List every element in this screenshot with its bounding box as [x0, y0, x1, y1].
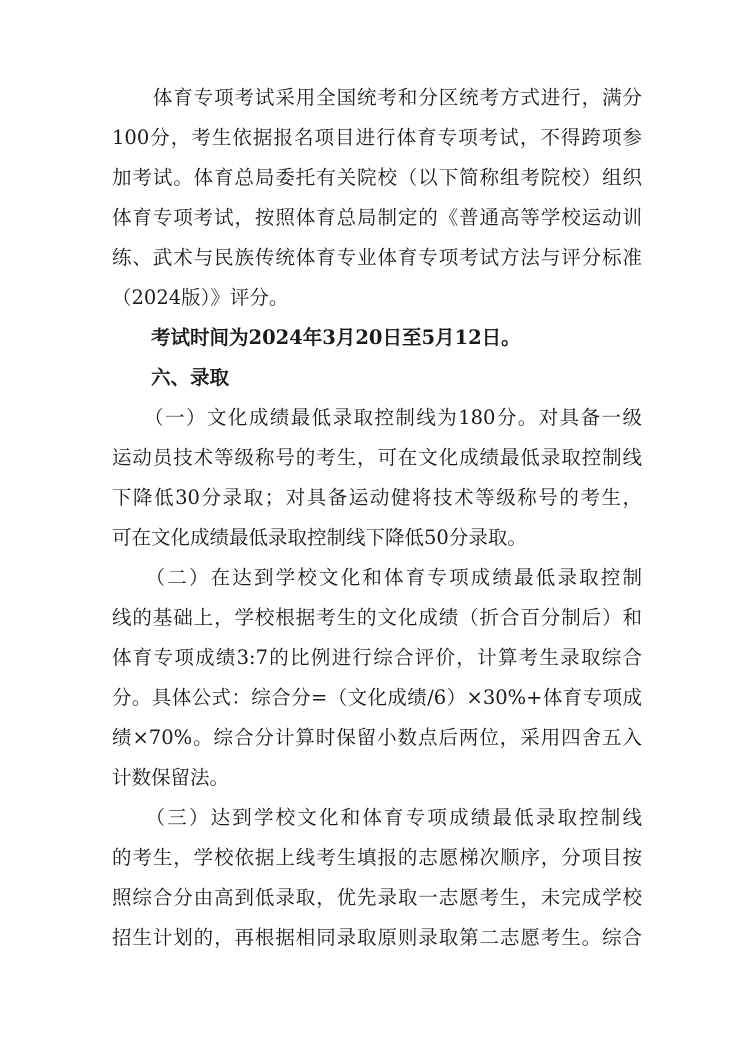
section-heading-admission: 六、录取 [112, 366, 230, 389]
paragraph-line: 绩×70%。综合分计算时保留小数点后两位，采用四舍五入 [112, 726, 642, 749]
paragraph-line: 体育专项考试采用全国统考和分区统考方式进行，满分 [112, 86, 642, 109]
paragraph-line: 计数保留法。 [112, 766, 230, 789]
paragraph-line: 加考试。体育总局委托有关院校（以下简称组考院校）组织 [112, 166, 642, 189]
paragraph-line: （2024版）》评分。 [112, 286, 289, 309]
paragraph-line: 运动员技术等级称号的考生，可在文化成绩最低录取控制线 [112, 446, 642, 469]
paragraph-line: 分。具体公式：综合分=（文化成绩/6）×30%+体育专项成 [112, 686, 642, 709]
paragraph-line: 体育专项考试，按照体育总局制定的《普通高等学校运动训 [112, 206, 642, 229]
paragraph-line: （一）文化成绩最低录取控制线为180分。对具备一级 [112, 406, 642, 429]
paragraph-line: 照综合分由高到低录取，优先录取一志愿考生，未完成学校 [112, 886, 642, 909]
paragraph-line: 练、武术与民族传统体育专业体育专项考试方法与评分标准 [112, 246, 642, 269]
paragraph-line: 下降低30分录取；对具备运动健将技术等级称号的考生， [112, 486, 642, 509]
paragraph-line: 的考生，学校依据上线考生填报的志愿梯次顺序，分项目按 [112, 846, 642, 869]
paragraph-line: 线的基础上，学校根据考生的文化成绩（折合百分制后）和 [112, 606, 642, 629]
paragraph-line: （三）达到学校文化和体育专项成绩最低录取控制线 [112, 806, 642, 829]
paragraph-line: （二）在达到学校文化和体育专项成绩最低录取控制 [112, 566, 642, 589]
paragraph-line: 体育专项成绩3:7的比例进行综合评价，计算考生录取综合 [112, 646, 642, 669]
exam-time-statement: 考试时间为2024年3月20日至5月12日。 [112, 326, 521, 349]
paragraph-line: 100分，考生依据报名项目进行体育专项考试，不得跨项参 [112, 126, 642, 149]
paragraph-line: 可在文化成绩最低录取控制线下降低50分录取。 [112, 526, 527, 549]
paragraph-line: 招生计划的，再根据相同录取原则录取第二志愿考生。综合 [112, 926, 642, 949]
